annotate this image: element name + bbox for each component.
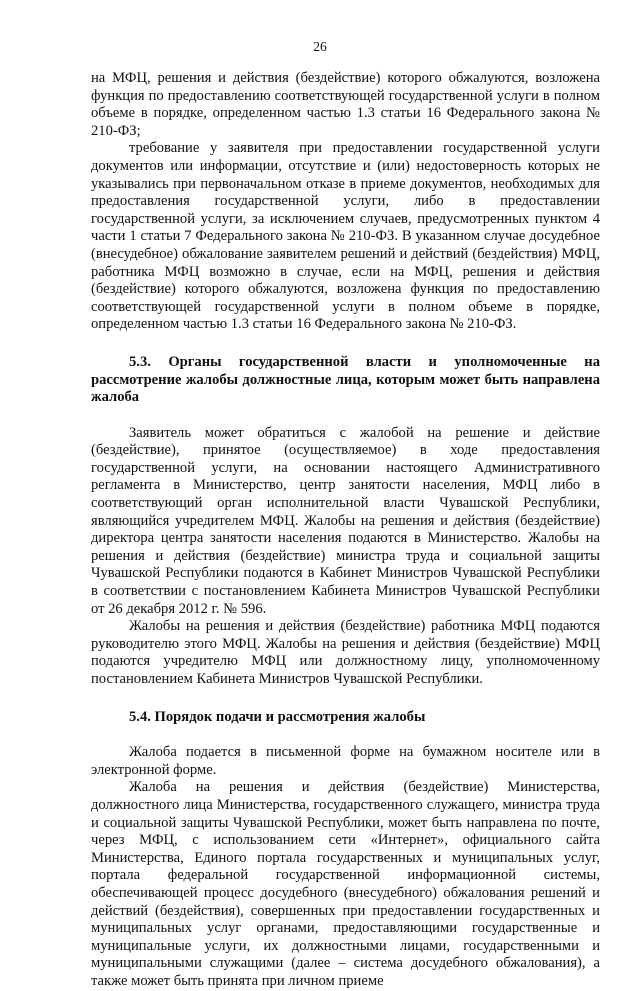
paragraph: Заявитель может обратиться с жалобой на решение и действие (бездействие), принятое (осуществляемое) в ходе предоставления государственной услуги, на основании настоящего Административного регламента в Министерство, центр занятости населения, МФЦ либо в соответствующий орган исполнительной власти Чувашской Республики, являющийся учредителем МФЦ. Жалобы на решения и действия (бездействие) директора центра занятости населения подаются в Министерство. Жалобы на решения и действия (бездействие) министра труда и социальной защиты Чувашской Республики подаются в Кабинет Министров Чувашской Республики в соответствии с постановлением Кабинета Министров Чувашской Республики от 26 декабря 2012 г. № 596. <box>91 424 600 617</box>
page-number: 26 <box>313 39 327 54</box>
section-heading-5-3: 5.3. Органы государственной власти и уполномоченные на рассмотрение жалобы должностные лица, которым может быть направлена жалоба <box>91 353 600 406</box>
document-body <box>91 70 600 991</box>
paragraph: Жалоба на решения и действия (бездействие) Министерства, должностного лица Министерства, государственного служащего, министра труда и социальной защиты Чувашской Республики, может быть направлена по почте, через МФЦ, с использованием сети «Интернет», официального сайта Министерства, Единого портала государственных и муниципальных услуг, портала федеральной государственной информационной системы, обеспечивающей процесс досудебного (внесудебного) обжалования решений и действий (бездействия), совершенных при предоставлении государственных и муниципальных услуг органами, предоставляющими государственные и муниципальные услуги, их должностными лицами, государственными и муниципальными служащими (далее – система досудебного обжалования), а также может быть принята при личном приеме <box>91 779 600 989</box>
paragraph: на МФЦ, решения и действия (бездействие) которого обжалуются, возложена функция по предоставлению соответствующей государственной услуги в полном объеме в порядке, определенном частью 1.3 статьи 16 Федерального закона № 210-ФЗ; <box>91 70 600 139</box>
paragraph: Жалобы на решения и действия (бездействие) работника МФЦ подаются руководителю этого МФЦ. Жалобы на решения и действия (бездействие) МФЦ подаются учредителю МФЦ или должностному лицу, уполномоченному постановлением Кабинета Министров Чувашской Республики. <box>91 618 600 687</box>
paragraph: Жалоба подается в письменной форме на бумажном носителе или в электронной форме. <box>91 744 600 778</box>
section-heading-5-4: 5.4. Порядок подачи и рассмотрения жалобы <box>129 708 426 725</box>
paragraph: требование у заявителя при предоставлении государственной услуги документов или информации, отсутствие и (или) недостоверность которых не указывались при первоначальном отказе в приеме документов, необходимых для предоставления государственной услуги, либо в предоставлении государственной услуги, за исключением случаев, предусмотренных пунктом 4 части 1 статьи 7 Федерального закона № 210-ФЗ. В указанном случае досудебное (внесудебное) обжалование заявителем решений и действий (бездействия) МФЦ, работника МФЦ возможно в случае, если на МФЦ, решения и действия (бездействие) которого обжалуются, возложена функция по предоставлению соответствующей государственной услуги в полном объеме в порядке, определенном частью 1.3 статьи 16 Федерального закона № 210-ФЗ. <box>91 140 600 333</box>
